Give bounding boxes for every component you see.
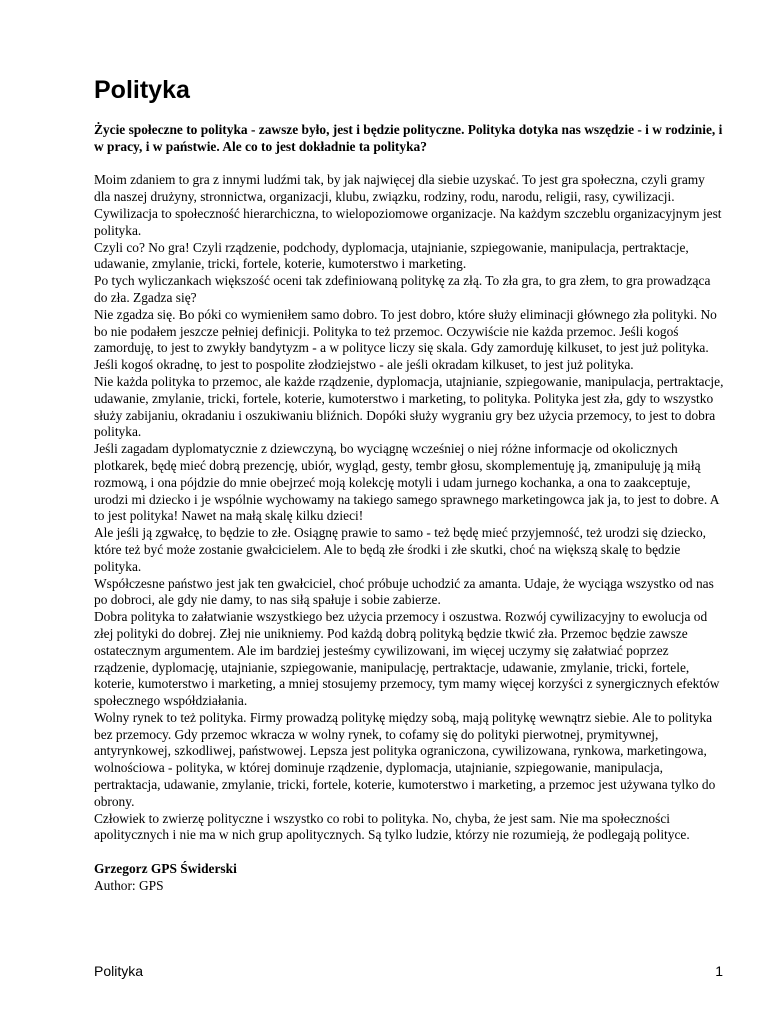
page-title: Polityka: [94, 76, 190, 104]
body-paragraph: Nie zgadza się. Bo póki co wymieniłem samo dobro. To jest dobro, które służy eliminacji głównego zła polityki. No bo nie podałem jeszcze pełniej definicji. Polityka to też przemoc. Oczywiście nie każda przemoc. Jeśli kogoś zamorduję, to jest to zwykły bandytyzm - a w polityce liczy się skala. Gdy zamorduję kilkuset, to jest już polityka. Jeśli kogoś okradnę, to jest to pospolite złodziejstwo - ale jeśli okradam kilkuset, to jest już polityka.: [94, 306, 717, 373]
body-paragraph: Dobra polityka to załatwianie wszystkiego bez użycia przemocy i oszustwa. Rozwój cywilizacyjny to ewolucja od złej polityki do dobrej. Złej nie unikniemy. Pod każdą dobrą polityką będzie tkwić zła. Przemoc będzie zawsze ostatecznym argumentem. Ale im bardziej jesteśmy cywilizowani, im więcej uczymy się załatwiać poprzez rządzenie, dyplomację, utajnianie, szpiegowanie, manipulację, pertraktacje, udawanie, zmylanie, tricki, fortele, koterie, kumoterstwo i marketing, a mniej stosujemy przemocy, tym mamy więcej korzyści z synergicznych efektów społecznego współdziałania.: [94, 609, 720, 709]
body-paragraph: Współczesne państwo jest jak ten gwałciciel, choć próbuje uchodzić za amanta. Udaje, że wyciąga wszystko od nas po dobroci, ale gdy nie damy, to nas siłą spałuje i sobie zabierze.: [94, 575, 714, 608]
body-paragraph: Nie każda polityka to przemoc, ale każde rządzenie, dyplomacja, utajnianie, szpiegowanie, manipulacja, pertraktacje, udawanie, zmylanie, tricki, fortele, koterie, kumoterstwo i marketing, to polityka. Polityka jest zła, gdy to wszystko służy zabijaniu, okradaniu i oszukiwaniu bliźnich. Dopóki służy wygraniu gry bez użycia przemocy, to jest to dobra polityka.: [94, 373, 724, 440]
author-credit: Author: GPS: [94, 877, 164, 893]
page-number: 1: [715, 963, 723, 979]
article-body: [94, 172, 724, 844]
body-paragraph: Ale jeśli ją zgwałcę, to będzie to złe. Osiągnę prawie to samo - też będę mieć przyjemność, też urodzi się dziecko, które też być może zostanie gwałcicielem. Ale to będą złe środki i złe skutki, choć na większą skalę to będzie polityka.: [94, 525, 707, 574]
article-content: [94, 122, 724, 895]
footer-title: Polityka: [94, 963, 144, 979]
author-block: [94, 861, 724, 895]
lead-paragraph: Życie społeczne to polityka - zawsze było, jest i będzie polityczne. Polityka dotyka nas wszędzie - i w rodzinie, i w pracy, i w państwie. Ale co to jest dokładnie ta polityka?: [94, 122, 723, 154]
body-paragraph: Wolny rynek to też polityka. Firmy prowadzą politykę między sobą, mają politykę wewnątrz siebie. Ale to polityka bez przemocy. Gdy przemoc wkracza w wolny rynek, to cofamy się do polityki pierwotnej, prymitywnej, antyrynkowej, szkodliwej, państwowej. Lepsza jest polityka ograniczona, cywilizowana, rynkowa, marketingowa, wolnościowa - polityka, w której dominuje rządzenie, dyplomacja, utajnianie, szpiegowanie, manipulacja, pertraktacja, udawanie, zmylanie, tricki, fortele, koterie, kumoterstwo i marketing, a przemoc jest używana tylko do obrony.: [94, 709, 716, 809]
body-paragraph: Jeśli zagadam dyplomatycznie z dziewczyną, bo wyciągnę wcześniej o niej różne informacje od okolicznych plotkarek, będę mieć dobrą prezencję, ubiór, wygląd, gesty, tembr głosu, skomplementuję ją, zmanipuluję ją miłą rozmową, i ona pójdzie do mnie obejrzeć moją kolekcję motyli i udam jurnego kochanka, a ona to zaakceptuje, urodzi mi dziecko i je wspólnie wychowamy na takiego samego sprawnego marketingowca jak ja, to jest to dobre. A to jest polityka! Nawet na małą skalę kilku dzieci!: [94, 441, 719, 524]
body-paragraph: Moim zdaniem to gra z innymi ludźmi tak, by jak najwięcej dla siebie uzyskać. To jest gra społeczna, czyli gramy dla naszej drużyny, stronnictwa, organizacji, klubu, związku, rodziny, rodu, narodu, religii, rasy, cywilizacji. Cywilizacja to społeczność hierarchiczna, to wielopoziomowe organizacje. Na każdym szczeblu organizacyjnym jest polityka.: [94, 172, 722, 238]
body-paragraph: Człowiek to zwierzę polityczne i wszystko co robi to polityka. No, chyba, że jest sam. Nie ma społeczności apolitycznych i nie ma w nich grup apolitycznych. Są tylko ludzie, którzy nie rozumieją, że podlegają polityce.: [94, 810, 690, 843]
body-paragraph: Po tych wyliczankach większość oceni tak zdefiniowaną politykę za złą. To zła gra, to gra złem, to gra prowadząca do zła. Zgadza się?: [94, 273, 711, 305]
body-paragraph: Czyli co? No gra! Czyli rządzenie, podchody, dyplomacja, utajnianie, szpiegowanie, manipulacja, pertraktacje, udawanie, zmylanie, tricki, fortele, koterie, kumoterstwo i marketing.: [94, 239, 689, 272]
author-name: Grzegorz GPS Świderski: [94, 861, 237, 877]
